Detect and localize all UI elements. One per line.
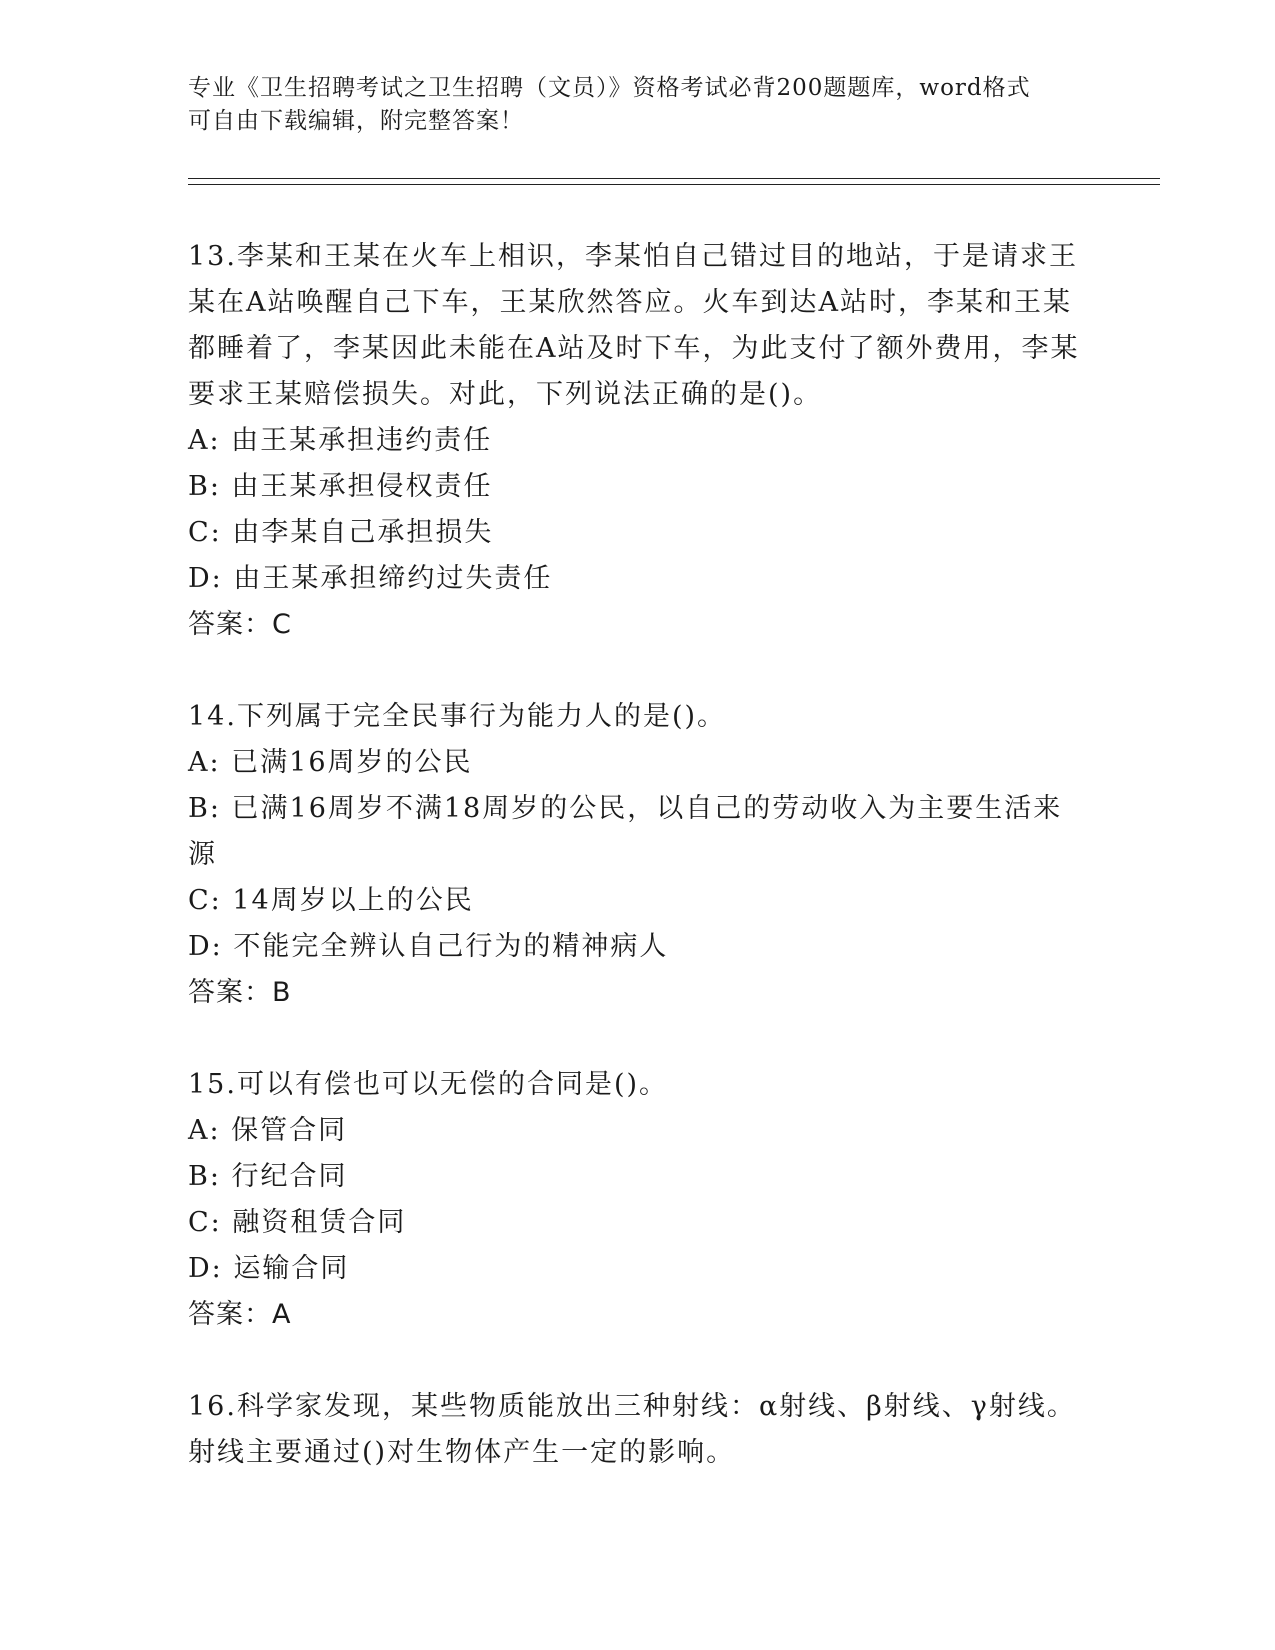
document-header (188, 72, 1088, 138)
option-a: A: 由王某承担违约责任 (188, 425, 493, 456)
option-b: B: 由王某承担侵权责任 (188, 471, 493, 502)
option-d: D: 由王某承担缔约过失责任 (188, 563, 553, 594)
option-d: D: 运输合同 (188, 1253, 350, 1284)
option-b: B: 已满16周岁不满18周岁的公民，以自己的劳动收入为主要生活来源 (188, 793, 1063, 870)
question-stem: 15.可以有偿也可以无偿的合同是()。 (188, 1069, 669, 1100)
header-divider-bottom (188, 184, 1160, 185)
question-13 (188, 234, 1088, 648)
answer-line: 答案：C (188, 609, 292, 640)
option-d: D: 不能完全辨认自己行为的精神病人 (188, 931, 669, 962)
question-stem: 13.李某和王某在火车上相识，李某怕自己错过目的地站，于是请求王某在A站唤醒自己下车，王某欣然答应。火车到达A站时，李某和王某都睡着了，李某因此未能在A站及时下车，为此支付了额外费用，李某要求王某赔偿损失。对此，下列说法正确的是()。 (188, 241, 1080, 410)
option-c: C: 由李某自己承担损失 (188, 517, 494, 548)
question-stem: 16.科学家发现，某些物质能放出三种射线：α射线、β射线、γ射线。射线主要通过()对生物体产生一定的影响。 (188, 1391, 1076, 1468)
question-14 (188, 694, 1088, 1016)
option-a: A: 保管合同 (188, 1115, 348, 1146)
question-stem: 14.下列属于完全民事行为能力人的是()。 (188, 701, 727, 732)
question-list (188, 234, 1088, 1522)
answer-line: 答案：A (188, 1299, 292, 1330)
option-b: B: 行纪合同 (188, 1161, 348, 1192)
header-title-line-1: 专业《卫生招聘考试之卫生招聘（文员）》资格考试必背200题题库，word格式 (188, 75, 1031, 101)
question-15 (188, 1062, 1088, 1338)
option-c: C: 14周岁以上的公民 (188, 885, 474, 916)
option-c: C: 融资租赁合同 (188, 1207, 407, 1238)
header-title-line-2: 可自由下载编辑，附完整答案！ (188, 108, 524, 134)
option-a: A: 已满16周岁的公民 (188, 747, 473, 778)
question-16 (188, 1384, 1088, 1476)
header-divider-top (188, 178, 1160, 179)
answer-line: 答案：B (188, 977, 292, 1008)
